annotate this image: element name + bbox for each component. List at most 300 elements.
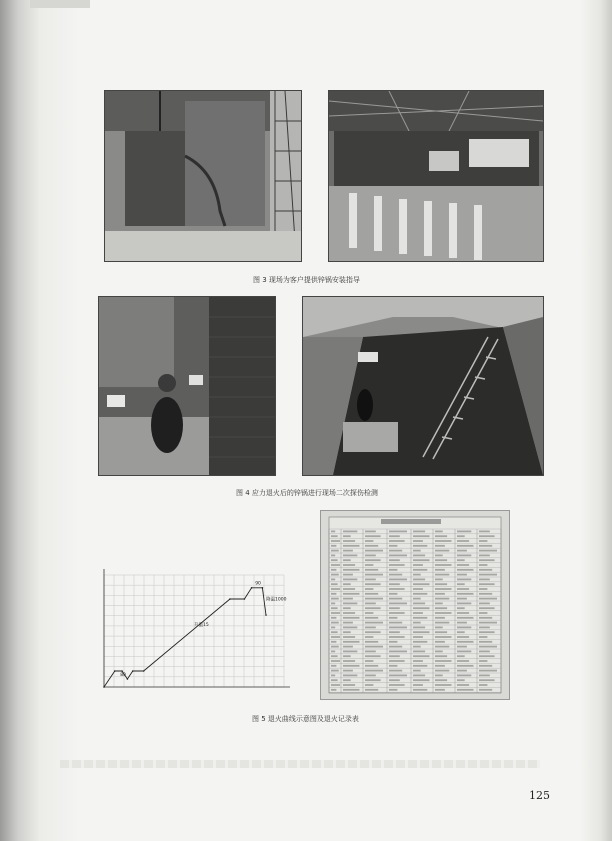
handwritten-entry (331, 641, 336, 643)
handwritten-entry (479, 631, 495, 633)
curve-point (244, 598, 246, 600)
handwritten-entry (365, 636, 373, 638)
handwritten-entry (479, 651, 490, 653)
handwritten-entry (457, 660, 469, 662)
handwritten-entry (457, 583, 465, 585)
handwritten-entry (413, 641, 427, 643)
handwritten-entry (435, 660, 452, 662)
handwritten-entry (343, 617, 360, 619)
handwritten-entry (389, 569, 397, 571)
handwritten-entry (479, 655, 495, 657)
handwritten-entry (343, 675, 357, 677)
handwritten-entry (343, 636, 355, 638)
handwritten-entry (435, 675, 443, 677)
handwritten-entry (331, 603, 335, 605)
handwritten-entry (331, 535, 338, 537)
handwritten-entry (413, 569, 427, 571)
handwritten-entry (457, 651, 471, 653)
handwritten-entry (413, 588, 423, 590)
handwritten-entry (331, 564, 340, 566)
handwritten-entry (413, 670, 421, 672)
handwritten-entry (457, 531, 471, 533)
handwritten-entry (457, 574, 467, 576)
handwritten-entry (435, 555, 443, 557)
handwritten-entry (479, 555, 490, 557)
sheet-title-blur (381, 519, 441, 524)
annealing-curve-svg (96, 565, 302, 695)
handwritten-entry (331, 651, 335, 653)
figure3-caption: 图 3 现场为客户提供锌锅安装指导 (253, 276, 360, 284)
handwritten-entry (435, 574, 449, 576)
handwritten-entry (331, 540, 340, 542)
handwritten-entry (479, 545, 492, 547)
handwritten-entry (457, 670, 467, 672)
handwritten-entry (457, 665, 474, 667)
handwritten-entry (365, 622, 383, 624)
handwritten-entry (331, 679, 338, 681)
handwritten-entry (435, 607, 447, 609)
photo-zinc-kettle-lifting (104, 90, 302, 262)
handwritten-entry (331, 689, 336, 691)
handwritten-entry (365, 559, 381, 561)
handwritten-entry (457, 555, 471, 557)
handwritten-entry (435, 535, 447, 537)
handwritten-entry (479, 622, 497, 624)
handwritten-entry (343, 646, 353, 648)
handwritten-entry (479, 593, 492, 595)
handwritten-entry (435, 636, 452, 638)
handwritten-entry (343, 579, 357, 581)
handwritten-entry (331, 665, 336, 667)
handwritten-entry (457, 612, 469, 614)
handwritten-entry (331, 675, 335, 677)
handwritten-entry (389, 651, 407, 653)
handwritten-entry (331, 559, 338, 561)
record-sheet-grid (321, 511, 509, 699)
handwritten-entry (479, 603, 490, 605)
handwritten-entry (435, 646, 449, 648)
handwritten-entry (365, 574, 383, 576)
handwritten-entry (343, 655, 351, 657)
handwritten-entry (457, 631, 465, 633)
handwritten-entry (343, 545, 360, 547)
handwritten-entry (343, 689, 360, 691)
handwritten-entry (365, 545, 378, 547)
photo-kettle-installation (328, 90, 544, 262)
handwritten-entry (389, 603, 407, 605)
handwritten-entry (413, 679, 430, 681)
handwritten-entry (389, 583, 400, 585)
handwritten-entry (435, 540, 452, 542)
handwritten-entry (435, 588, 452, 590)
handwritten-entry (343, 627, 357, 629)
handwritten-entry (365, 555, 376, 557)
curve-point (262, 587, 264, 589)
curve-point (121, 670, 123, 672)
handwritten-entry (435, 631, 447, 633)
handwritten-entry (331, 660, 340, 662)
handwritten-entry (479, 627, 490, 629)
handwritten-entry (389, 555, 407, 557)
handwritten-entry (435, 598, 449, 600)
handwritten-entry (457, 559, 465, 561)
handwritten-entry (343, 550, 353, 552)
handwritten-entry (343, 583, 351, 585)
faded-text-line (60, 760, 540, 768)
handwritten-entry (331, 622, 339, 624)
handwritten-entry (389, 598, 402, 600)
handwritten-entry (479, 636, 487, 638)
annealing-curve-chart (96, 565, 302, 695)
handwritten-entry (389, 675, 407, 677)
curve-point (143, 670, 145, 672)
handwritten-entry (457, 569, 474, 571)
handwritten-entry (365, 665, 378, 667)
handwritten-entry (343, 651, 357, 653)
curve-label: 90 (255, 581, 261, 587)
handwritten-entry (331, 636, 340, 638)
handwritten-entry (389, 535, 400, 537)
handwritten-entry (365, 535, 381, 537)
figure5-caption: 图 5 退火曲线示意图及退火记录表 (252, 715, 359, 723)
handwritten-entry (413, 684, 423, 686)
handwritten-entry (365, 660, 373, 662)
handwritten-entry (343, 612, 355, 614)
handwritten-entry (343, 593, 360, 595)
handwritten-entry (331, 550, 339, 552)
handwritten-entry (435, 583, 447, 585)
handwritten-entry (365, 670, 383, 672)
handwritten-entry (389, 593, 397, 595)
handwritten-entry (365, 627, 376, 629)
page-number: 125 (529, 789, 550, 802)
handwritten-entry (343, 679, 351, 681)
handwritten-entry (389, 641, 397, 643)
handwritten-entry (389, 670, 402, 672)
handwritten-entry (457, 579, 471, 581)
handwritten-entry (413, 655, 430, 657)
handwritten-entry (343, 622, 353, 624)
handwritten-entry (413, 550, 421, 552)
annealing-record-sheet (320, 510, 510, 700)
handwritten-entry (343, 569, 360, 571)
handwritten-entry (435, 579, 443, 581)
handwritten-entry (365, 646, 383, 648)
handwritten-entry (413, 631, 430, 633)
annealing-curve-line (104, 588, 266, 687)
handwritten-entry (365, 679, 381, 681)
handwritten-entry (389, 550, 402, 552)
handwritten-entry (413, 598, 421, 600)
handwritten-entry (479, 665, 492, 667)
handwritten-entry (365, 684, 373, 686)
handwritten-entry (365, 583, 381, 585)
handwritten-entry (331, 627, 335, 629)
handwritten-entry (365, 564, 373, 566)
handwritten-entry (365, 588, 373, 590)
handwritten-entry (389, 612, 405, 614)
handwritten-entry (457, 545, 474, 547)
handwritten-entry (413, 574, 421, 576)
handwritten-entry (413, 675, 425, 677)
handwritten-entry (413, 535, 430, 537)
handwritten-entry (413, 583, 430, 585)
handwritten-entry (389, 622, 402, 624)
handwritten-entry (457, 535, 465, 537)
handwritten-entry (331, 593, 336, 595)
handwritten-entry (343, 603, 357, 605)
handwritten-entry (435, 603, 443, 605)
handwritten-entry (413, 579, 425, 581)
handwritten-entry (413, 559, 430, 561)
handwritten-entry (365, 593, 378, 595)
handwritten-entry (435, 612, 452, 614)
handwritten-entry (343, 665, 360, 667)
handwritten-entry (389, 559, 400, 561)
handwritten-entry (365, 641, 378, 643)
handwritten-entry (389, 655, 400, 657)
handwritten-entry (413, 665, 427, 667)
handwritten-entry (479, 564, 487, 566)
handwritten-entry (413, 545, 427, 547)
handwritten-entry (331, 588, 340, 590)
handwritten-entry (331, 598, 339, 600)
handwritten-entry (413, 651, 425, 653)
handwritten-entry (479, 689, 492, 691)
handwritten-entry (435, 559, 447, 561)
handwritten-entry (331, 646, 339, 648)
handwritten-entry (435, 689, 445, 691)
handwritten-entry (413, 555, 425, 557)
handwritten-entry (331, 612, 340, 614)
handwritten-entry (479, 579, 490, 581)
handwritten-entry (389, 540, 405, 542)
handwritten-entry (435, 627, 443, 629)
handwritten-entry (365, 540, 373, 542)
handwritten-entry (389, 660, 405, 662)
curve-point (251, 587, 253, 589)
handwritten-entry (479, 617, 492, 619)
handwritten-entry (435, 617, 445, 619)
handwritten-entry (331, 607, 338, 609)
handwritten-entry (435, 622, 449, 624)
handwritten-entry (479, 569, 492, 571)
handwritten-entry (435, 550, 449, 552)
handwritten-entry (389, 607, 400, 609)
handwritten-entry (331, 670, 339, 672)
handwritten-entry (343, 559, 351, 561)
handwritten-entry (389, 684, 405, 686)
handwritten-entry (457, 593, 474, 595)
handwritten-entry (365, 675, 376, 677)
handwritten-entry (389, 627, 407, 629)
curve-point (114, 670, 116, 672)
handwritten-entry (343, 684, 355, 686)
handwritten-entry (479, 670, 497, 672)
handwritten-entry (331, 531, 335, 533)
handwritten-entry (331, 574, 339, 576)
handwritten-entry (479, 612, 487, 614)
handwritten-entry (365, 598, 383, 600)
handwritten-entry (479, 583, 495, 585)
handwritten-entry (389, 689, 397, 691)
handwritten-entry (389, 617, 397, 619)
handwritten-entry (413, 607, 430, 609)
handwritten-entry (413, 593, 427, 595)
handwritten-entry (479, 641, 492, 643)
handwritten-entry (365, 655, 381, 657)
handwritten-entry (435, 564, 452, 566)
handwritten-entry (479, 660, 487, 662)
handwritten-entry (457, 617, 474, 619)
handwritten-entry (343, 660, 355, 662)
handwritten-entry (389, 646, 402, 648)
handwritten-entry (365, 651, 376, 653)
handwritten-entry (343, 535, 351, 537)
handwritten-entry (479, 574, 497, 576)
handwritten-entry (389, 631, 400, 633)
handwritten-entry (413, 660, 423, 662)
handwritten-entry (365, 569, 378, 571)
handwritten-entry (343, 564, 355, 566)
handwritten-entry (479, 540, 487, 542)
handwritten-entry (331, 569, 336, 571)
handwritten-entry (365, 607, 381, 609)
handwritten-entry (435, 655, 447, 657)
handwritten-entry (457, 684, 469, 686)
figure4-caption: 图 4 应力退火后的锌锅进行现场二次探伤检测 (236, 489, 378, 497)
handwritten-entry (331, 583, 338, 585)
curve-point (127, 678, 129, 680)
handwritten-entry (365, 550, 383, 552)
handwritten-entry (365, 579, 376, 581)
handwritten-entry (457, 540, 469, 542)
handwritten-entry (389, 545, 397, 547)
handwritten-entry (389, 531, 407, 533)
handwritten-entry (435, 665, 445, 667)
handwritten-entry (331, 684, 340, 686)
curve-point (265, 614, 267, 616)
handwritten-entry (413, 564, 423, 566)
curve-point (132, 670, 134, 672)
handwritten-entry (413, 636, 423, 638)
handwritten-entry (343, 540, 355, 542)
photo-worker-flaw-detection (98, 296, 276, 476)
handwritten-entry (457, 550, 467, 552)
photo-kettle-pit-inspection (302, 296, 544, 476)
handwritten-entry (413, 612, 423, 614)
handwritten-entry (413, 531, 425, 533)
handwritten-entry (435, 593, 445, 595)
handwritten-entry (389, 665, 397, 667)
handwritten-entry (457, 627, 471, 629)
handwritten-entry (435, 545, 445, 547)
handwritten-entry (343, 574, 353, 576)
handwritten-entry (457, 598, 467, 600)
scan-edge (30, 0, 90, 8)
handwritten-entry (365, 617, 378, 619)
handwritten-entry (479, 535, 495, 537)
handwritten-entry (457, 679, 465, 681)
handwritten-entry (331, 545, 336, 547)
handwritten-entry (331, 655, 338, 657)
handwritten-entry (435, 684, 452, 686)
handwritten-entry (479, 588, 487, 590)
handwritten-entry (343, 598, 353, 600)
handwritten-entry (479, 679, 495, 681)
handwritten-entry (365, 612, 373, 614)
handwritten-entry (331, 617, 336, 619)
handwritten-entry (413, 646, 421, 648)
handwritten-entry (435, 641, 445, 643)
handwritten-entry (457, 646, 467, 648)
handwritten-entry (435, 679, 447, 681)
handwritten-entry (479, 607, 495, 609)
handwritten-entry (479, 550, 497, 552)
handwritten-entry (343, 641, 360, 643)
handwritten-entry (389, 579, 407, 581)
handwritten-entry (457, 675, 471, 677)
handwritten-entry (413, 540, 423, 542)
handwritten-entry (457, 588, 469, 590)
handwritten-entry (413, 622, 421, 624)
curve-point (103, 686, 105, 688)
handwritten-entry (365, 689, 378, 691)
handwritten-entry (365, 631, 381, 633)
handwritten-entry (365, 531, 376, 533)
handwritten-entry (479, 646, 497, 648)
handwritten-entry (343, 531, 357, 533)
handwritten-entry (457, 689, 474, 691)
handwritten-entry (389, 588, 405, 590)
handwritten-entry (389, 679, 400, 681)
handwritten-entry (389, 574, 402, 576)
handwritten-entry (343, 670, 353, 672)
handwritten-entry (389, 564, 405, 566)
handwritten-entry (413, 617, 427, 619)
curve-point (229, 598, 231, 600)
handwritten-entry (435, 531, 443, 533)
handwritten-entry (435, 651, 443, 653)
handwritten-entry (331, 579, 335, 581)
handwritten-entry (479, 598, 497, 600)
handwritten-entry (343, 588, 355, 590)
handwritten-entry (435, 569, 445, 571)
handwritten-entry (389, 636, 405, 638)
handwritten-entry (479, 531, 490, 533)
handwritten-entry (479, 675, 490, 677)
handwritten-entry (457, 641, 474, 643)
curve-label: 升温15 (194, 623, 209, 629)
handwritten-entry (331, 555, 335, 557)
handwritten-entry (457, 607, 465, 609)
handwritten-entry (457, 603, 471, 605)
handwritten-entry (435, 670, 449, 672)
handwritten-entry (457, 622, 467, 624)
handwritten-entry (479, 684, 487, 686)
handwritten-entry (413, 689, 427, 691)
handwritten-entry (457, 636, 469, 638)
handwritten-entry (365, 603, 376, 605)
curve-label: 降温1000 (266, 597, 287, 603)
handwritten-entry (331, 631, 338, 633)
handwritten-entry (343, 555, 357, 557)
handwritten-entry (457, 564, 469, 566)
handwritten-entry (343, 631, 351, 633)
handwritten-entry (457, 655, 465, 657)
handwritten-entry (413, 627, 425, 629)
handwritten-entry (343, 607, 351, 609)
